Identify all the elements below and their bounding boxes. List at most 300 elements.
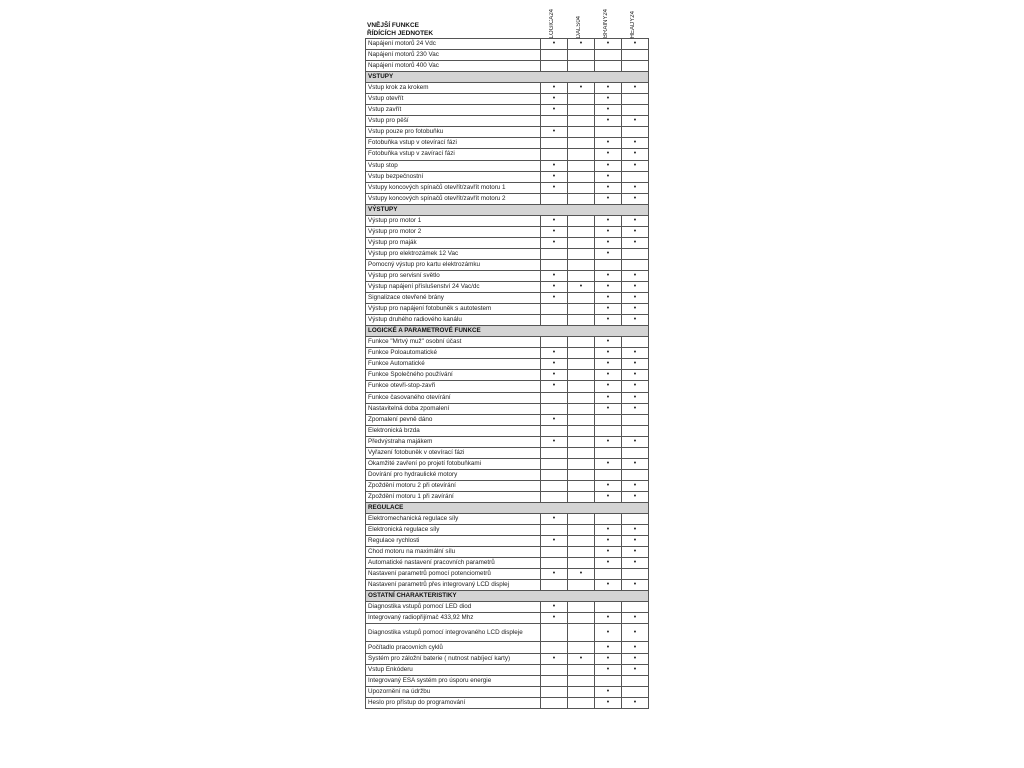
empty-cell [568,259,595,270]
empty-cell [622,248,649,259]
feature-dot: • [622,193,649,204]
feature-dot: • [595,348,622,359]
empty-cell [568,624,595,642]
section-title: OSTATNÍ CHARAKTERISTIKY [366,591,649,602]
feature-dot: • [595,39,622,50]
empty-cell [568,138,595,149]
table-row [366,480,649,491]
empty-cell [541,697,568,708]
table-row [366,50,649,61]
table-row [366,580,649,591]
feature-dot: • [622,697,649,708]
table-row [366,653,649,664]
empty-cell [595,447,622,458]
feature-label: Zpomalení pevně dáno [366,414,541,425]
feature-dot: • [541,436,568,447]
table-row [366,447,649,458]
empty-cell [541,491,568,502]
empty-cell [622,447,649,458]
empty-cell [568,580,595,591]
feature-dot: • [595,664,622,675]
empty-cell [622,171,649,182]
empty-cell [541,624,568,642]
empty-cell [541,149,568,160]
feature-label: Výstup pro maják [366,237,541,248]
feature-dot: • [541,105,568,116]
feature-label: Nastavení parametrů pomocí potenciometrů [366,569,541,580]
feature-dot: • [595,182,622,193]
table-row [366,664,649,675]
table-row [366,270,649,281]
feature-dot: • [622,436,649,447]
feature-dot: • [595,558,622,569]
empty-cell [622,414,649,425]
feature-label: Fotobuňka vstup v zavírací fázi [366,149,541,160]
feature-dot: • [595,315,622,326]
empty-cell [595,414,622,425]
feature-dot: • [622,149,649,160]
feature-label: Funkce Společného používání [366,370,541,381]
feature-dot: • [541,282,568,293]
feature-dot: • [622,458,649,469]
feature-dot: • [622,282,649,293]
table-row [366,259,649,270]
empty-cell [568,293,595,304]
table-row [366,348,649,359]
feature-dot: • [595,613,622,624]
feature-dot: • [595,642,622,653]
empty-cell [595,61,622,72]
feature-dot: • [541,293,568,304]
empty-cell [568,215,595,226]
feature-dot: • [541,171,568,182]
empty-cell [622,514,649,525]
empty-cell [568,458,595,469]
empty-cell [541,259,568,270]
empty-cell [595,469,622,480]
empty-cell [541,315,568,326]
empty-cell [568,686,595,697]
empty-cell [568,642,595,653]
feature-dot: • [541,270,568,281]
table-row [366,525,649,536]
empty-cell [568,697,595,708]
table-row [366,491,649,502]
feature-label: Výstup pro motor 2 [366,226,541,237]
table-row [366,282,649,293]
section-row [366,204,649,215]
feature-dot: • [595,653,622,664]
feature-dot: • [595,282,622,293]
feature-dot: • [541,370,568,381]
feature-dot: • [541,39,568,50]
section-row [366,502,649,513]
empty-cell [595,514,622,525]
empty-cell [541,547,568,558]
table-row [366,458,649,469]
table-row [366,193,649,204]
table-row [366,248,649,259]
feature-dot: • [595,248,622,259]
title-line-2: ŘÍDÍCÍCH JEDNOTEK [367,29,434,37]
empty-cell [622,50,649,61]
table-row [366,105,649,116]
empty-cell [568,315,595,326]
empty-cell [622,602,649,613]
feature-label: Diagnostika vstupů pomocí integrovaného LCD displeje [366,624,541,642]
feature-dot: • [622,138,649,149]
feature-dot: • [568,39,595,50]
feature-dot: • [622,348,649,359]
empty-cell [595,425,622,436]
empty-cell [541,138,568,149]
table-row [366,624,649,642]
table-row [366,83,649,94]
feature-dot: • [595,116,622,127]
empty-cell [568,491,595,502]
table-header [365,8,648,38]
empty-cell [568,392,595,403]
section-row [366,72,649,83]
feature-dot: • [622,160,649,171]
feature-label: Dovírání pro hydraulické motory [366,469,541,480]
section-title: VÝSTUPY [366,204,649,215]
feature-dot: • [595,697,622,708]
feature-dot: • [568,569,595,580]
column-header [568,15,594,38]
empty-cell [568,226,595,237]
empty-cell [622,61,649,72]
feature-dot: • [595,160,622,171]
column-header-label: HEADY24 [630,10,636,38]
feature-label: Vstup stop [366,160,541,171]
table-row [366,697,649,708]
feature-label: Vstup pro pěší [366,116,541,127]
table-row [366,215,649,226]
table-row [366,370,649,381]
feature-dot: • [595,193,622,204]
feature-label: Výstup pro napájení fotobuněk s autotestem [366,304,541,315]
title-line-1: VNĚJŠÍ FUNKCE [367,22,420,29]
feature-dot: • [595,83,622,94]
feature-dot: • [541,359,568,370]
feature-table [365,38,649,709]
column-header [541,8,567,38]
feature-dot: • [622,215,649,226]
feature-label: Funkce Poloautomatické [366,348,541,359]
feature-dot: • [568,83,595,94]
feature-label: Vstupy koncových spínačů otevřít/zavřít motoru 1 [366,182,541,193]
empty-cell [568,447,595,458]
empty-cell [595,127,622,138]
feature-dot: • [541,127,568,138]
empty-cell [541,664,568,675]
feature-dot: • [541,237,568,248]
empty-cell [541,480,568,491]
feature-dot: • [622,480,649,491]
feature-dot: • [541,514,568,525]
feature-label: Napájení motorů 24 Vdc [366,39,541,50]
feature-dot: • [622,270,649,281]
empty-cell [568,127,595,138]
empty-cell [568,370,595,381]
feature-label: Vstup pouze pro fotobuňku [366,127,541,138]
empty-cell [568,414,595,425]
empty-cell [568,525,595,536]
feature-dot: • [541,381,568,392]
table-row [366,602,649,613]
feature-dot: • [595,215,622,226]
table-row [366,182,649,193]
feature-dot: • [595,304,622,315]
empty-cell [622,127,649,138]
feature-label: Signalizace otevřené brány [366,293,541,304]
feature-dot: • [622,491,649,502]
feature-dot: • [595,293,622,304]
feature-label: Integrovaný radiopřijímač 433,92 Mhz [366,613,541,624]
empty-cell [541,61,568,72]
empty-cell [568,664,595,675]
empty-cell [541,580,568,591]
feature-label: Výstup pro elektrozámek 12 Vac [366,248,541,259]
empty-cell [568,149,595,160]
feature-label: Zpoždění motoru 2 při otevírání [366,480,541,491]
empty-cell [568,116,595,127]
feature-dot: • [622,547,649,558]
empty-cell [568,94,595,105]
empty-cell [541,403,568,414]
feature-dot: • [622,315,649,326]
feature-dot: • [622,664,649,675]
feature-table-body [366,39,649,709]
empty-cell [541,525,568,536]
feature-label: Systém pro záložní baterie ( nutnost nabíjecí karty) [366,653,541,664]
empty-cell [541,469,568,480]
feature-dot: • [541,182,568,193]
feature-label: Regulace rychlosti [366,536,541,547]
feature-label: Vstupy koncových spínačů otevřít/zavřít motoru 2 [366,193,541,204]
feature-dot: • [595,686,622,697]
empty-cell [595,675,622,686]
feature-label: Napájení motorů 400 Vac [366,61,541,72]
feature-label: Elektronická regulace síly [366,525,541,536]
feature-dot: • [595,171,622,182]
table-row [366,160,649,171]
empty-cell [541,425,568,436]
table-row [366,469,649,480]
empty-cell [568,480,595,491]
feature-dot: • [622,642,649,653]
feature-dot: • [622,525,649,536]
empty-cell [568,160,595,171]
empty-cell [541,193,568,204]
feature-dot: • [541,536,568,547]
feature-label: Napájení motorů 230 Vac [366,50,541,61]
empty-cell [541,686,568,697]
feature-label: Funkce Automatické [366,359,541,370]
table-row [366,337,649,348]
table-row [366,127,649,138]
feature-dot: • [595,491,622,502]
feature-label: Výstup pro motor 1 [366,215,541,226]
empty-cell [541,248,568,259]
table-row [366,642,649,653]
feature-dot: • [541,653,568,664]
feature-dot: • [595,536,622,547]
feature-label: Výstup napájení příslušenství 24 Vac/dc [366,282,541,293]
feature-dot: • [595,381,622,392]
empty-cell [622,686,649,697]
table-row [366,436,649,447]
feature-dot: • [622,536,649,547]
empty-cell [622,94,649,105]
table-row [366,425,649,436]
feature-label: Vstup krok za krokem [366,83,541,94]
table-row [366,414,649,425]
feature-label: Fotobuňka vstup v otevírací fázi [366,138,541,149]
table-row [366,226,649,237]
feature-dot: • [595,138,622,149]
feature-label: Diagnostika vstupů pomocí LED diod [366,602,541,613]
feature-label: Funkce otevři-stop-zavři [366,381,541,392]
feature-dot: • [622,403,649,414]
feature-label: Heslo pro přístup do programování [366,697,541,708]
feature-label: Vstup Enkóderu [366,664,541,675]
empty-cell [541,304,568,315]
section-title: REGULACE [366,502,649,513]
feature-label: Výstup druhého radiového kanálu [366,315,541,326]
feature-dot: • [595,105,622,116]
empty-cell [541,50,568,61]
document [365,8,648,709]
table-row [366,403,649,414]
empty-cell [541,642,568,653]
table-row [366,686,649,697]
feature-dot: • [541,226,568,237]
feature-dot: • [622,392,649,403]
feature-dot: • [595,270,622,281]
feature-dot: • [568,282,595,293]
feature-dot: • [541,602,568,613]
table-row [366,138,649,149]
feature-dot: • [622,182,649,193]
feature-dot: • [622,580,649,591]
feature-label: Okamžité zavření po projetí fotobuňkami [366,458,541,469]
table-row [366,675,649,686]
feature-dot: • [595,237,622,248]
empty-cell [568,304,595,315]
feature-dot: • [622,237,649,248]
feature-dot: • [595,370,622,381]
table-row [366,569,649,580]
empty-cell [568,403,595,414]
feature-dot: • [595,392,622,403]
feature-label: Elektronická brzda [366,425,541,436]
empty-cell [568,61,595,72]
table-row [366,315,649,326]
table-row [366,116,649,127]
feature-dot: • [541,348,568,359]
feature-dot: • [541,414,568,425]
table-row [366,392,649,403]
feature-label: Zpoždění motoru 1 při zavírání [366,491,541,502]
feature-label: Funkce "Mrtvý muž" osobní účast [366,337,541,348]
empty-cell [595,259,622,270]
feature-label: Předvýstraha majákem [366,436,541,447]
empty-cell [568,381,595,392]
table-row [366,558,649,569]
empty-cell [568,558,595,569]
empty-cell [568,182,595,193]
empty-cell [568,171,595,182]
empty-cell [622,569,649,580]
feature-dot: • [622,359,649,370]
feature-dot: • [622,293,649,304]
document-title [367,22,433,37]
table-row [366,171,649,182]
empty-cell [568,436,595,447]
feature-dot: • [622,613,649,624]
empty-cell [622,469,649,480]
feature-label: Počítadlo pracovních cyklů [366,642,541,653]
table-row [366,536,649,547]
empty-cell [568,675,595,686]
empty-cell [568,348,595,359]
table-row [366,304,649,315]
feature-label: Vyřazení fotobuněk v otevírací fázi [366,447,541,458]
table-row [366,94,649,105]
table-row [366,149,649,160]
feature-dot: • [595,403,622,414]
feature-dot: • [541,94,568,105]
feature-dot: • [541,160,568,171]
feature-dot: • [541,613,568,624]
empty-cell [622,675,649,686]
empty-cell [568,237,595,248]
feature-label: Nastavení parametrů přes integrovaný LCD displej [366,580,541,591]
feature-dot: • [595,149,622,160]
empty-cell [541,116,568,127]
empty-cell [622,425,649,436]
table-row [366,293,649,304]
table-row [366,39,649,50]
section-row [366,326,649,337]
feature-label: Nastavitelná doba zpomalení [366,403,541,414]
feature-dot: • [595,624,622,642]
feature-label: Vstup otevřít [366,94,541,105]
section-row [366,591,649,602]
feature-label: Elektromechanická regulace síly [366,514,541,525]
feature-dot: • [622,116,649,127]
column-header-label: LOGICA24 [549,8,555,38]
empty-cell [568,514,595,525]
table-row [366,381,649,392]
feature-label: Funkce časovaného otevírání [366,392,541,403]
empty-cell [568,536,595,547]
feature-dot: • [595,94,622,105]
column-header-label: BRAINY24 [603,8,609,38]
empty-cell [568,602,595,613]
table-row [366,514,649,525]
empty-cell [541,447,568,458]
feature-dot: • [595,547,622,558]
empty-cell [595,569,622,580]
empty-cell [595,50,622,61]
empty-cell [595,602,622,613]
empty-cell [622,105,649,116]
empty-cell [568,270,595,281]
feature-dot: • [595,226,622,237]
